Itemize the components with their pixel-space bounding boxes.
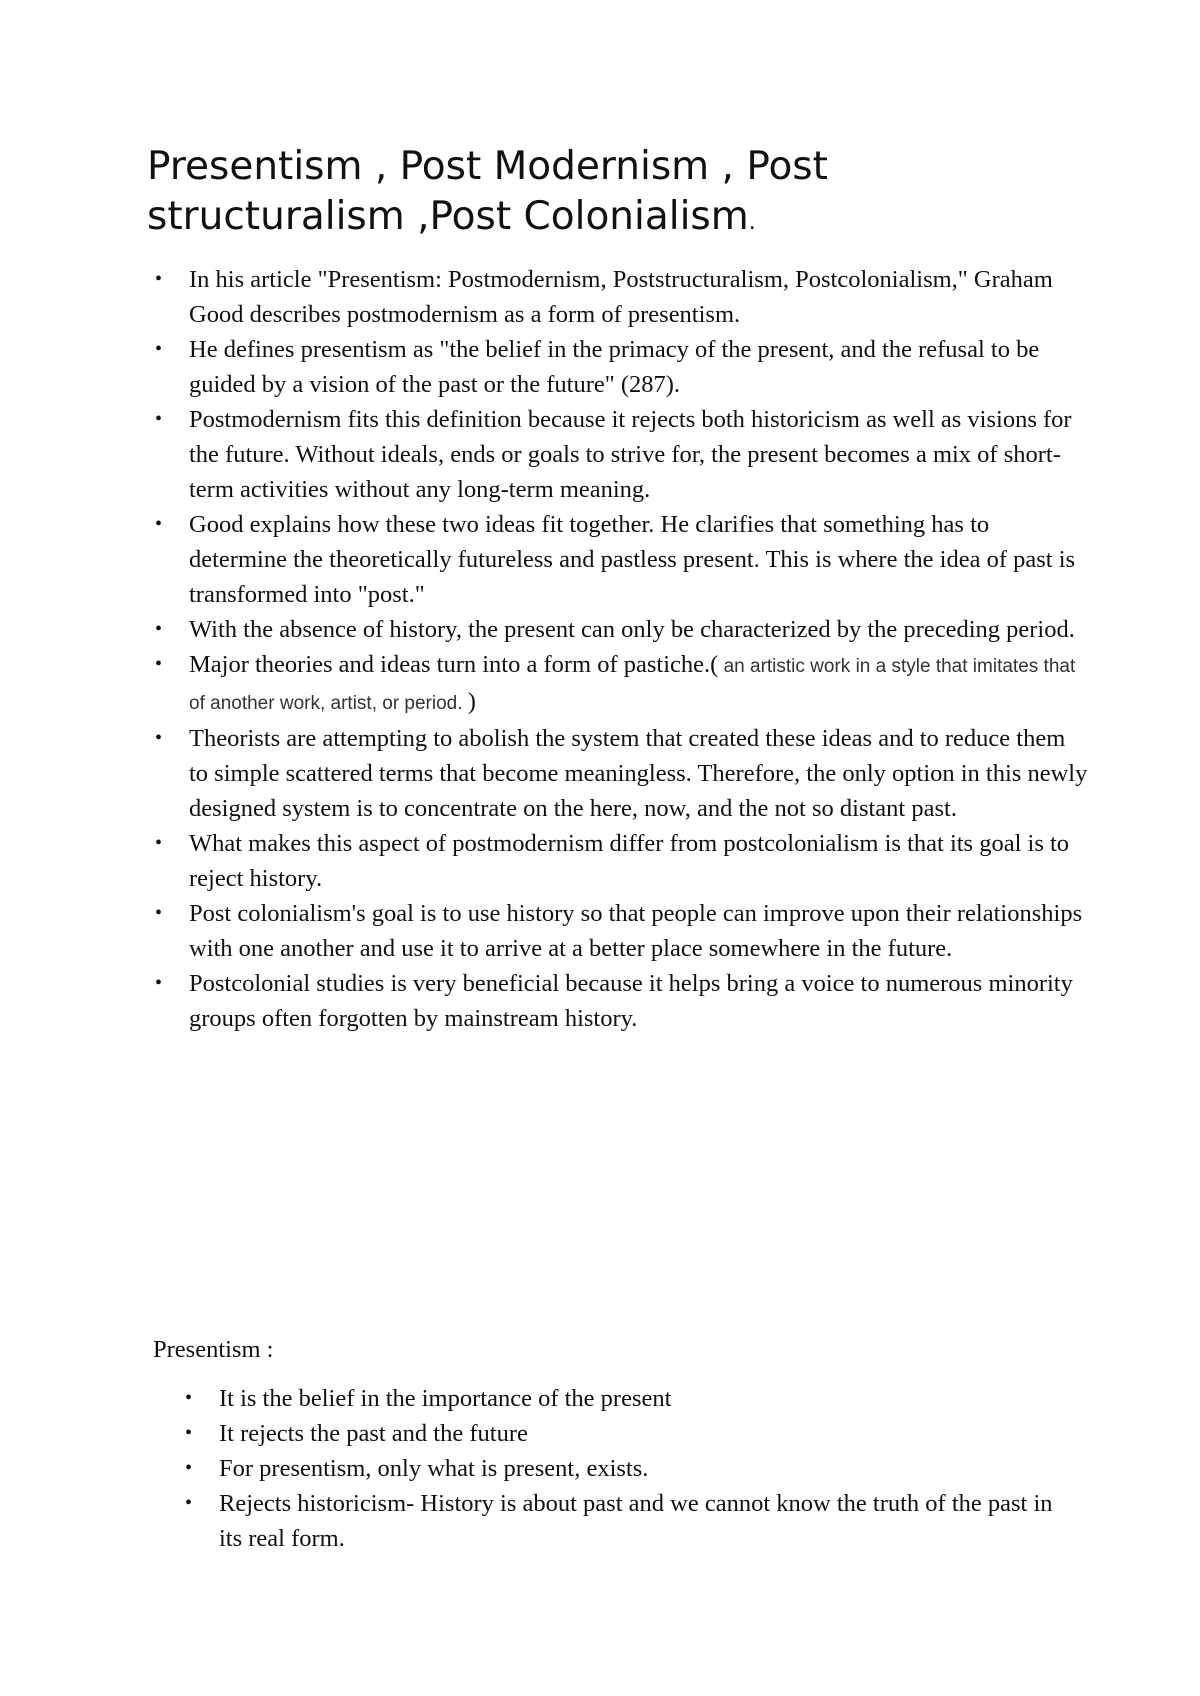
- list-item: [147, 612, 1089, 647]
- list-item-text: Theorists are attempting to abolish the system that created these ideas and to reduce them to simple scattered terms that become meaningless. Therefore, the only option in this newly designed system is to concentrate on the here, now, and the not so distant past.: [189, 725, 1088, 822]
- title-period: .: [748, 210, 756, 235]
- list-item: [147, 507, 1089, 612]
- list-item-text: For presentism, only what is present, exists.: [219, 1455, 649, 1482]
- list-item: [177, 1381, 1069, 1416]
- presentism-bullet-list: [153, 1381, 1053, 1556]
- pastiche-definition: an artistic work in a style that imitates that of another work, artist, or period.: [189, 656, 1076, 714]
- document-title: [147, 142, 907, 248]
- list-item-text: With the absence of history, the present can only be characterized by the preceding period.: [189, 616, 1075, 643]
- list-item-text: Postmodernism fits this definition because it rejects both historicism as well as visions for the future. Without ideals, ends or goals to strive for, the present becomes a mix of short-term activities without any long-term meaning.: [189, 406, 1072, 503]
- bullet-icon: •: [155, 338, 163, 360]
- section-heading: Presentism :: [153, 1336, 274, 1363]
- bullet-icon: •: [155, 653, 163, 675]
- list-item-pastiche: [147, 647, 1089, 721]
- bullet-icon: •: [155, 408, 163, 430]
- presentism-section: [153, 1332, 1053, 1556]
- bullet-icon: •: [155, 972, 163, 994]
- bullet-icon: •: [155, 727, 163, 749]
- bullet-icon: •: [155, 513, 163, 535]
- list-item: [147, 896, 1089, 966]
- list-item: [147, 402, 1089, 507]
- list-item-text: Postcolonial studies is very beneficial because it helps bring a voice to numerous minority groups often forgotten by mainstream history.: [189, 970, 1073, 1032]
- list-item-text: In his article "Presentism: Postmodernism, Poststructuralism, Postcolonialism," Graham Good describes postmodernism as a form of presentism.: [189, 266, 1053, 328]
- list-item: [147, 332, 1089, 402]
- main-bullet-list: [147, 262, 1088, 1036]
- list-item-text: He defines presentism as "the belief in the primacy of the present, and the refusal to be guided by a vision of the past or the future" (287).: [189, 336, 1040, 398]
- list-item: [177, 1416, 1069, 1451]
- list-item: [147, 826, 1089, 896]
- list-item: [147, 262, 1089, 332]
- list-item: [177, 1486, 1069, 1556]
- bullet-icon: •: [155, 618, 163, 640]
- list-item-text: What makes this aspect of postmodernism differ from postcolonialism is that its goal is to reject history.: [189, 830, 1070, 892]
- list-item-text: It rejects the past and the future: [219, 1420, 528, 1447]
- title-text: Presentism , Post Modernism , Post structuralism ,Post Colonialism: [147, 144, 828, 239]
- bullet-icon: •: [185, 1492, 193, 1514]
- bullet-icon: •: [185, 1387, 193, 1409]
- list-item: [177, 1451, 1069, 1486]
- list-item-text: Rejects historicism- History is about past and we cannot know the truth of the past in its real form.: [219, 1490, 1053, 1552]
- bullet-icon: •: [185, 1422, 193, 1444]
- list-item-text: Post colonialism's goal is to use history so that people can improve upon their relationships with one another and use it to arrive at a better place somewhere in the future.: [189, 900, 1083, 962]
- list-item-text: It is the belief in the importance of the present: [219, 1385, 672, 1412]
- bullet-icon: •: [155, 832, 163, 854]
- closing-paren: ): [467, 688, 476, 715]
- bullet-icon: •: [155, 902, 163, 924]
- list-item-text: Good explains how these two ideas fit together. He clarifies that something has to determine the theoretically futureless and pastless present. This is where the idea of past is transformed into "post.": [189, 511, 1076, 608]
- list-item-text: Major theories and ideas turn into a form of pastiche.(: [189, 651, 719, 678]
- list-item: [147, 721, 1089, 826]
- bullet-icon: •: [155, 268, 163, 290]
- bullet-icon: •: [185, 1457, 193, 1479]
- list-item: [147, 966, 1089, 1036]
